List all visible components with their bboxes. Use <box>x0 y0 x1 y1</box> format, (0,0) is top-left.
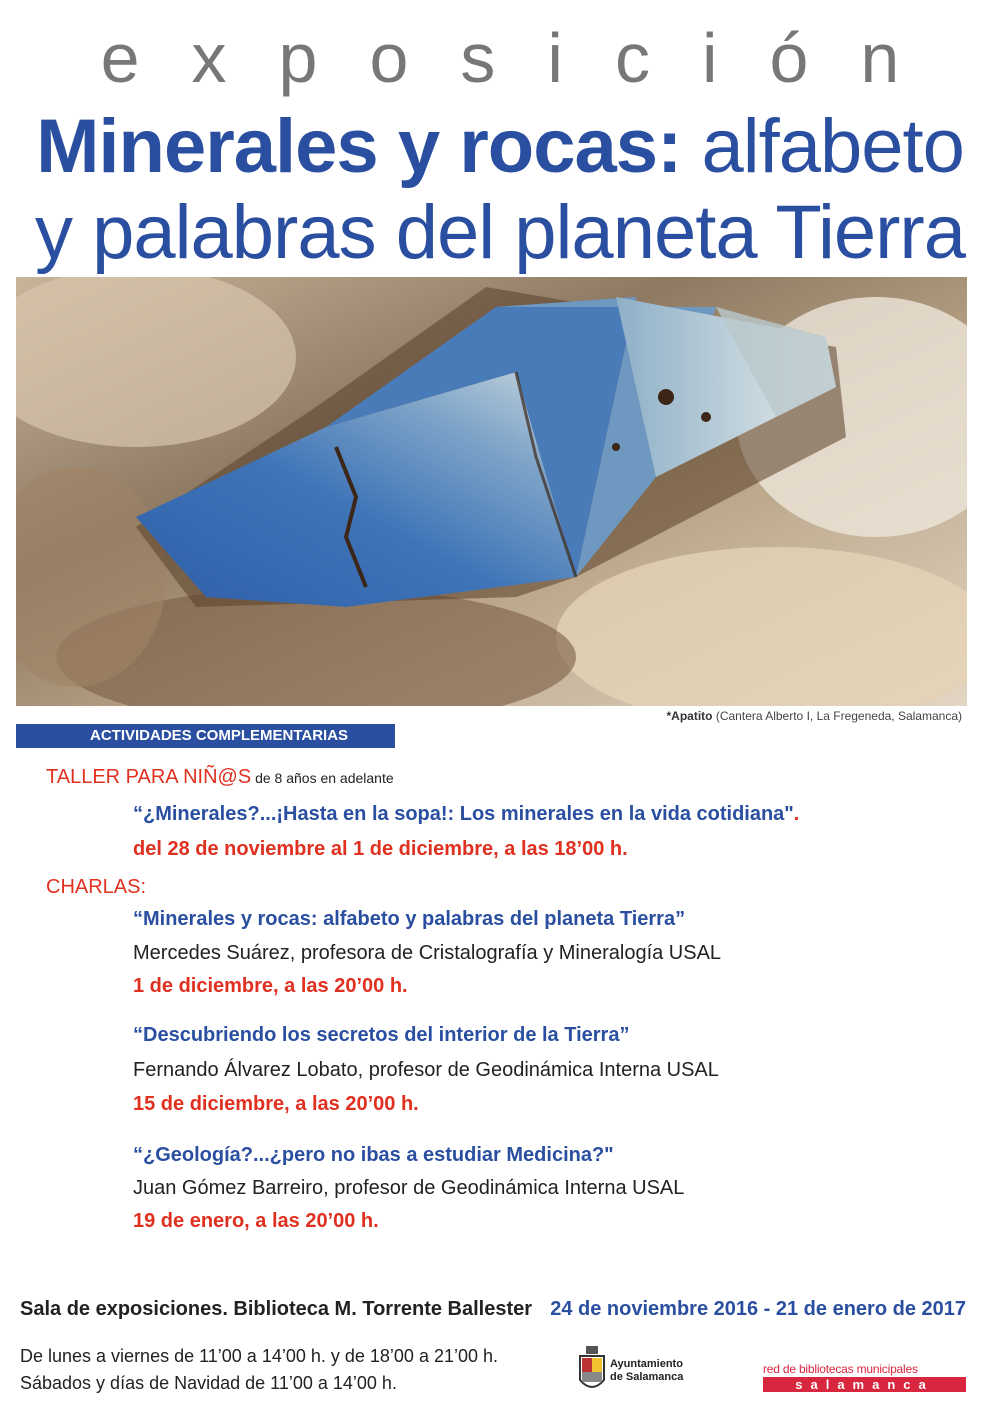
talk-3-title: “¿Geología?...¿pero no ibas a estudiar Medicina?" <box>133 1144 614 1166</box>
workshop-dates: del 28 de noviembre al 1 de diciembre, a las 18’00 h. <box>133 838 628 860</box>
title-line1-rest: alfabeto <box>701 104 964 189</box>
workshop-title-row <box>133 801 799 827</box>
talk-1-date: 1 de diciembre, a las 20’00 h. <box>133 975 408 997</box>
library-network-logo <box>763 1362 966 1394</box>
coat-of-arms-icon <box>578 1346 606 1396</box>
title-line2: y palabras del planeta Tierra <box>34 190 966 275</box>
ayuntamiento-line1: Ayuntamiento <box>610 1358 683 1370</box>
opening-hours-weekdays: De lunes a viernes de 11’00 a 14’00 h. y de 18’00 a 21’00 h. <box>20 1346 499 1366</box>
venue-name: Sala de exposiciones. Biblioteca M. Torrente Ballester <box>20 1298 533 1320</box>
workshop-age-note: de 8 años en adelante <box>251 770 394 786</box>
talks-heading: CHARLAS: <box>46 876 147 898</box>
mineral-photo <box>16 277 967 706</box>
workshop-heading: TALLER PARA NIÑ@S <box>46 766 252 788</box>
ayuntamiento-logo <box>578 1346 718 1398</box>
workshop-title: “¿Minerales?...¡Hasta en la sopa!: Los minerales en la vida cotidiana" <box>133 803 794 825</box>
caption-location: (Cantera Alberto I, La Fregeneda, Salamanca) <box>712 709 962 723</box>
talk-1-speaker: Mercedes Suárez, profesora de Cristalografía y Mineralogía USAL <box>133 942 722 964</box>
talk-2-title: “Descubriendo los secretos del interior de la Tierra” <box>133 1024 630 1046</box>
exhibition-title <box>20 104 980 276</box>
title-bold-part: Minerales y rocas: <box>36 104 682 189</box>
photo-caption <box>667 709 962 723</box>
talk-2-speaker: Fernando Álvarez Lobato, profesor de Geodinámica Interna USAL <box>133 1059 719 1081</box>
exhibition-dates: 24 de noviembre 2016 - 21 de enero de 2017 <box>550 1298 966 1320</box>
talk-1-title: “Minerales y rocas: alfabeto y palabras del planeta Tierra” <box>133 908 686 930</box>
workshop-title-period: . <box>793 803 800 825</box>
talk-3-speaker: Juan Gómez Barreiro, profesor de Geodinámica Interna USAL <box>133 1177 685 1199</box>
activities-banner: ACTIVIDADES COMPLEMENTARIAS <box>16 724 395 748</box>
exhibition-kicker: exposición <box>100 19 952 97</box>
opening-hours-weekend: Sábados y días de Navidad de 11’00 a 14’00 h. <box>20 1373 397 1393</box>
talk-2-date: 15 de diciembre, a las 20’00 h. <box>133 1093 419 1115</box>
ayuntamiento-line2: de Salamanca <box>610 1371 684 1383</box>
caption-mineral-name: *Apatito <box>666 709 713 723</box>
library-network-city: salamanca <box>763 1377 966 1392</box>
library-network-text: red de bibliotecas municipales <box>763 1362 918 1376</box>
talk-3-date: 19 de enero, a las 20’00 h. <box>133 1210 379 1232</box>
workshop-heading-row <box>46 766 394 789</box>
